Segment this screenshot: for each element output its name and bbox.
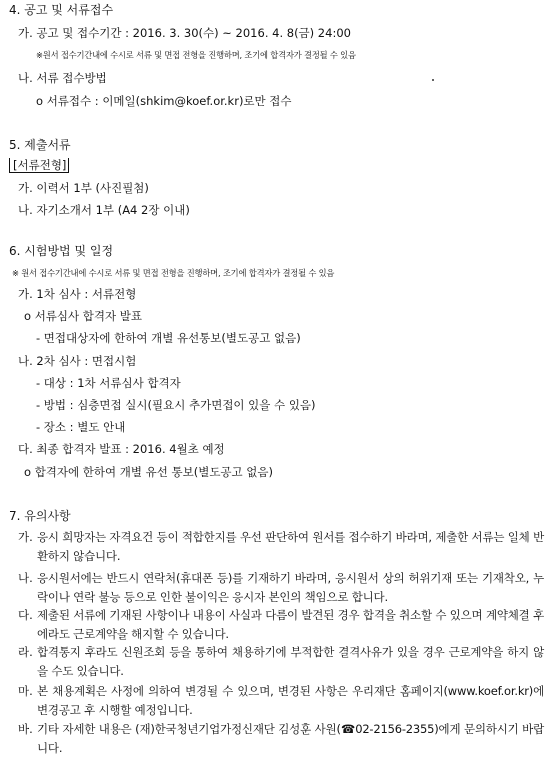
notice-item-ba bbox=[18, 720, 544, 758]
section-4-item-ga: 가. 공고 및 접수기간 : 2016. 3. 30(수) ~ 2016. 4. 8(금) 24:00 bbox=[18, 26, 351, 40]
section-4-item-na: 나. 서류 접수방법 bbox=[18, 71, 107, 85]
section-6-ga-bullet: o 서류심사 합격자 발표 bbox=[24, 309, 142, 323]
section-6-item-da: 다. 최종 합격자 발표 : 2016. 4월초 예정 bbox=[18, 442, 225, 456]
notice-text: 응시 희망자는 자격요건 등이 적합한지를 우선 판단하여 원서를 접수하기 바라며, 제출한 서류는 일체 반환하지 않습니다. bbox=[37, 530, 544, 563]
section-4-title: 4. 공고 및 서류접수 bbox=[9, 3, 114, 17]
section-7-title: 7. 유의사항 bbox=[9, 509, 71, 523]
section-5-item-na: 나. 자기소개서 1부 (A4 2장 이내) bbox=[18, 203, 190, 217]
notice-text: 제출된 서류에 기재된 사항이나 내용이 사실과 다름이 발견된 경우 합격을 취소할 수 있으며 계약체결 후에라도 근로계약을 해지할 수 있습니다. bbox=[37, 608, 544, 641]
stray-dot bbox=[432, 79, 434, 81]
section-6-ga-dash: - 면접대상자에 한하여 개별 유선통보(별도공고 없음) bbox=[36, 331, 301, 345]
notice-text: 합격통지 후라도 신원조회 등을 통하여 채용하기에 부적합한 결격사유가 있을 경우 근로계약을 하지 않을 수도 있습니다. bbox=[37, 645, 544, 678]
section-5-bracket-label bbox=[9, 157, 69, 173]
section-6-item-na: 나. 2차 심사 : 면접시험 bbox=[18, 354, 137, 368]
section-5-title: 5. 제출서류 bbox=[9, 138, 71, 152]
notice-marker: 가. bbox=[18, 530, 33, 544]
notice-marker: 다. bbox=[18, 608, 33, 622]
section-4-note: ※원서 접수기간내에 수시로 서류 및 면접 전형을 진행하며, 조기에 합격자가 결정될 수 있음 bbox=[36, 50, 356, 60]
notice-marker: 라. bbox=[18, 645, 33, 659]
notice-text: 응시원서에는 반드시 연락처(휴대폰 등)를 기재하기 바라며, 응시원서 상의 허위기재 또는 기재착오, 누락이나 연락 불능 등으로 인한 불이익은 응시자 본인의 책임으로 합니다. bbox=[37, 571, 544, 604]
notice-marker: 마. bbox=[18, 684, 33, 698]
section-6-title: 6. 시험방법 및 일정 bbox=[9, 244, 114, 258]
notice-item-ma bbox=[18, 682, 544, 720]
notice-item-da bbox=[18, 606, 544, 644]
section-4-na-bullet: o 서류접수 : 이메일(shkim@koef.or.kr)로만 접수 bbox=[36, 94, 292, 108]
notice-text: 기타 자세한 내용은 (재)한국청년기업가정신재단 김성훈 사원(☎02-2156-2355)에게 문의하시기 바랍니다. bbox=[37, 722, 544, 755]
notice-text: 본 채용계획은 사정에 의하여 변경될 수 있으며, 변경된 사항은 우리재단 홈페이지(www.koef.or.kr)에 변경공고 후 시행할 예정입니다. bbox=[37, 684, 544, 717]
notice-marker: 나. bbox=[18, 571, 33, 585]
notice-item-ga bbox=[18, 528, 544, 566]
section-6-na-method: - 방법 : 심층면접 실시(필요시 추가면접이 있을 수 있음) bbox=[36, 398, 316, 412]
section-6-da-bullet: o 합격자에 한하여 개별 유선 통보(별도공고 없음) bbox=[24, 465, 274, 479]
notice-marker: 바. bbox=[18, 722, 33, 736]
section-6-na-target: - 대상 : 1차 서류심사 합격자 bbox=[36, 376, 181, 390]
section-6-note: ※ 원서 접수기간내에 수시로 서류 및 면접 전형을 진행하며, 조기에 합격자가 결정될 수 있음 bbox=[12, 268, 335, 278]
section-6-na-place: - 장소 : 별도 안내 bbox=[36, 420, 126, 434]
notice-item-na bbox=[18, 569, 544, 607]
bracket-label-text: [서류전형] bbox=[9, 158, 69, 173]
notice-item-ra bbox=[18, 643, 544, 681]
section-5-item-ga: 가. 이력서 1부 (사진필첨) bbox=[18, 181, 149, 195]
section-6-item-ga: 가. 1차 심사 : 서류전형 bbox=[18, 287, 137, 301]
